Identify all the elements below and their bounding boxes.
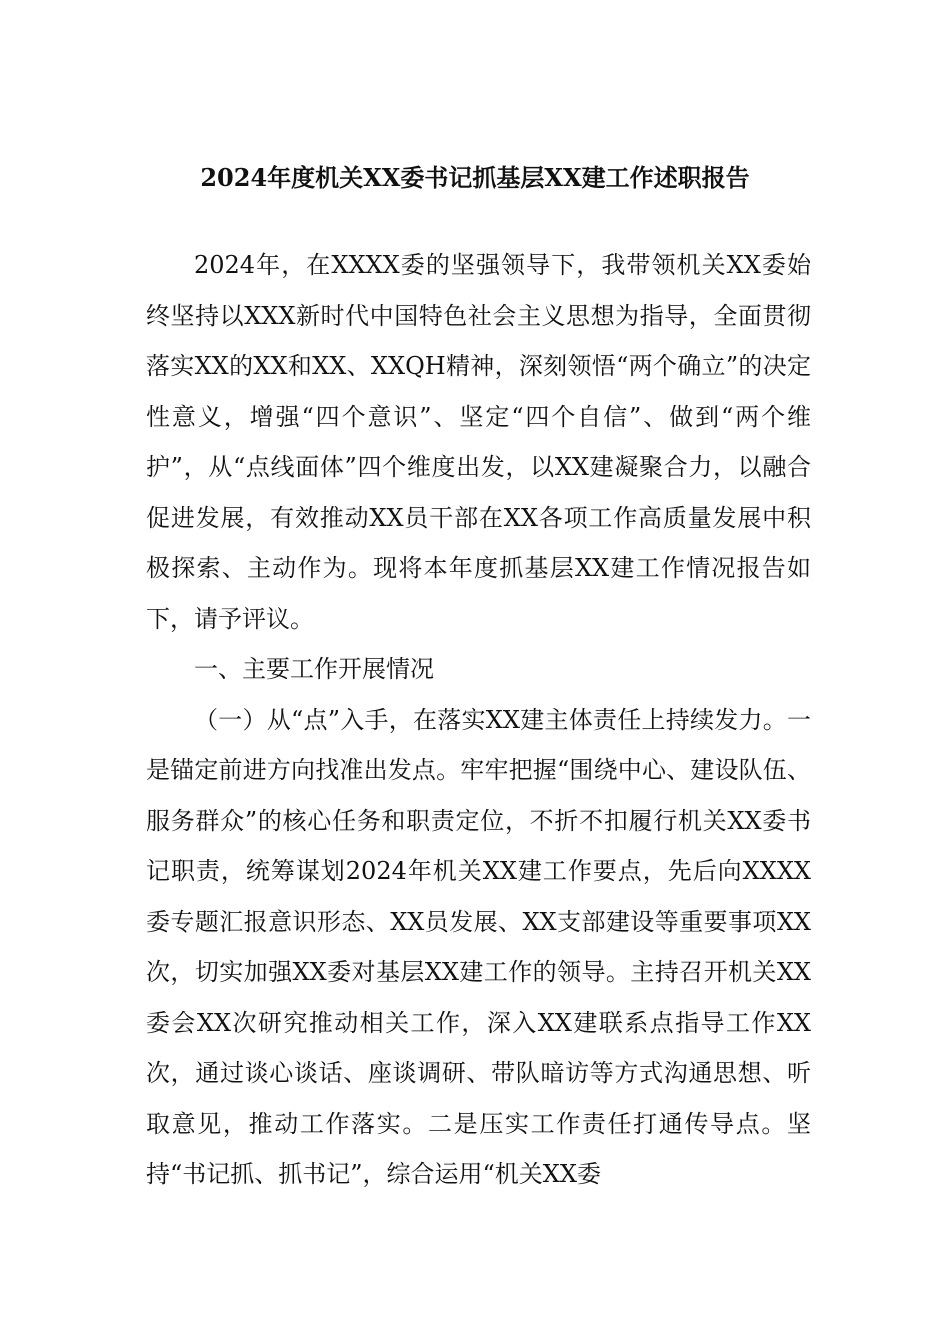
paragraph-section-1: （一）从“点”入手，在落实XX建主体责任上持续发力。一是锚定前进方向找准出发点。牢牢把握“围绕中心、建设队伍、服务群众”的核心任务和职责定位，不折不扣履行机关XX委书记职责，统筹谋划2024年机关XX建工作要点，先后向XXXX委专题汇报意识形态、XX员发展、XX支部建设等重要事项XX次，切实加强XX委对基层XX建工作的领导。主持召开机关XX委会XX次研究推动相关工作，深入XX建联系点指导工作XX次，通过谈心谈话、座谈调研、带队暗访等方式沟通思想、听取意见，推动工作落实。二是压实工作责任打通传导点。坚持“书记抓、抓书记”，综合运用“机关XX委 — [146, 705, 811, 1188]
document-title: 2024年度机关XX委书记抓基层XX建工作述职报告 — [200, 163, 750, 192]
paragraph-intro: 2024年，在XXXX委的坚强领导下，我带领机关XX委始终坚持以XXX新时代中国特色社会主义思想为指导，全面贯彻落实XX的XX和XX、XXQH精神，深刻领悟“两个确立”的决定性意义，增强“四个意识”、坚定“四个自信”、做到“两个维护”，从“点线面体”四个维度出发，以XX建凝聚合力，以融合促进发展，有效推动XX员干部在XX各项工作高质量发展中积极探索、主动作为。现将本年度抓基层XX建工作情况报告如下，请予评议。 — [146, 251, 811, 633]
section-heading: 一、主要工作开展情况 — [194, 655, 434, 683]
document-body — [146, 240, 811, 1200]
